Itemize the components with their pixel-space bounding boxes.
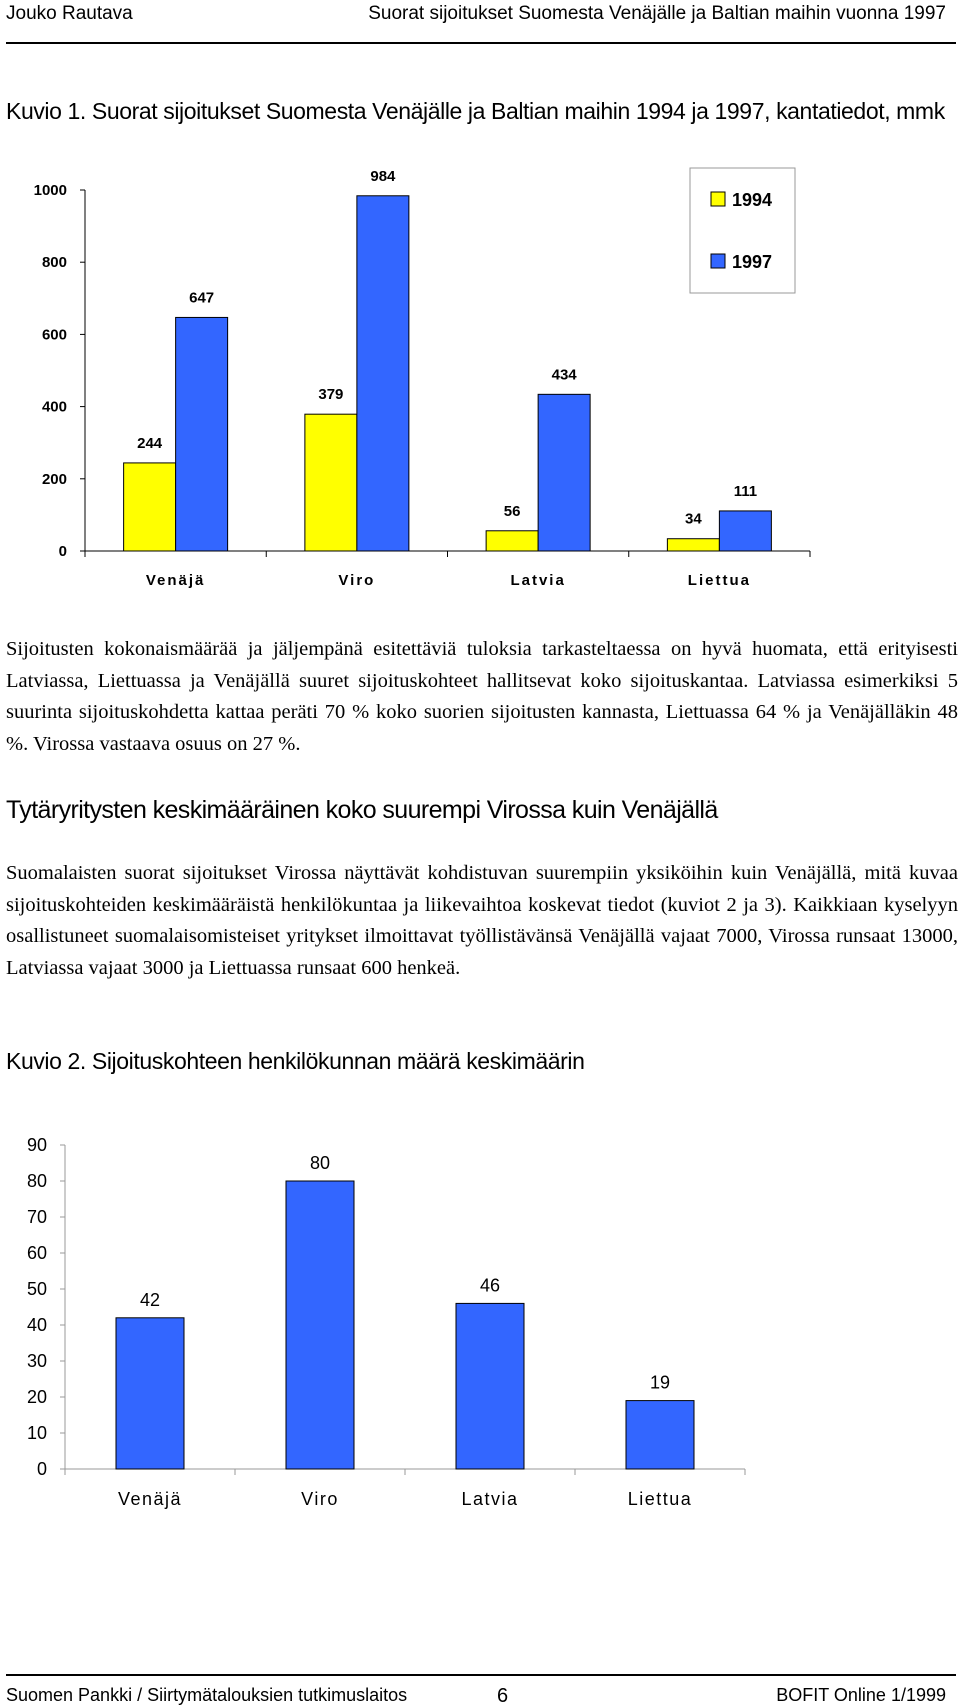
bar-1994 xyxy=(667,539,719,551)
bar-1994 xyxy=(305,414,357,551)
data-label: 244 xyxy=(137,434,163,452)
header-rule xyxy=(6,42,956,44)
footer-right: BOFIT Online 1/1999 xyxy=(776,1685,946,1705)
category-label: Viro xyxy=(301,1489,339,1509)
section-heading: Tytäryritysten keskimääräinen koko suurempi Virossa kuin Venäjällä xyxy=(6,796,718,824)
paragraph-2: Suomalaisten suorat sijoitukset Virossa näyttävät kohdistuvan suurempiin yksiköihin kuin Venäjällä, mitä kuvaa sijoituskohteiden keskimääräistä henkilökuntaa ja liikevaihtoa koskevat tiedot (kuviot 2 ja 3). Kaikkiaan kyselyyn osallistuneet suomalaisomisteiset yritykset ilmoittavat työllistävänsä Venäjällä vajaat 7000, Virossa runsaat 13000, Latviassa vajaat 3000 ja Liettuassa runsaat 600 henkeä. xyxy=(6,862,958,979)
bar xyxy=(626,1401,694,1469)
running-header-title: Suorat sijoitukset Suomesta Venäjälle ja Baltian maihin vuonna 1997 xyxy=(368,3,946,24)
footer-rule xyxy=(6,1674,956,1676)
bar-1997 xyxy=(719,511,771,551)
footer-left: Suomen Pankki / Siirtymätalouksien tutkimuslaitos xyxy=(6,1685,408,1705)
bar-1997 xyxy=(538,394,590,551)
data-label: 80 xyxy=(309,1153,331,1173)
running-header-author: Jouko Rautava xyxy=(6,3,133,24)
data-label: 42 xyxy=(139,1289,161,1310)
y-tick-label: 200 xyxy=(41,470,67,488)
figure2-chart xyxy=(0,1120,960,1520)
paragraph-1: Sijoitusten kokonaismäärää ja jäljempänä esitettäviä tuloksia tarkasteltaessa on hyvä huomata, että erityisesti Latviassa, Liettuassa ja Venäjällä suuret sijoituskohteet hallitsevat koko sijoituskantaa. Latviassa esimerkiksi 5 suurinta sijoituskohdetta kattaa peräti 70 % koko suorien sijoitusten kannasta, Liettuassa 64 % ja Venäjälläkin 48 %. Virossa vastaava osuus on 27 %. xyxy=(6,638,958,755)
y-tick-label: 800 xyxy=(41,254,67,272)
category-label: Venäjä xyxy=(145,572,206,589)
data-label: 19 xyxy=(649,1372,671,1393)
category-label: Latvia xyxy=(510,572,566,589)
figure1-chart xyxy=(0,145,960,605)
y-tick-label: 1000 xyxy=(33,182,67,199)
legend-swatch-1997 xyxy=(711,254,725,268)
data-label: 647 xyxy=(189,289,215,307)
y-tick-label: 400 xyxy=(41,398,67,416)
data-label: 34 xyxy=(685,510,702,528)
figure1-caption: Kuvio 1. Suorat sijoitukset Suomesta Venäjälle ja Baltian maihin 1994 ja 1997, kantatiedot, mmk xyxy=(6,98,945,124)
data-label: 46 xyxy=(479,1275,501,1296)
bar-1994 xyxy=(124,463,176,551)
page-number: 6 xyxy=(497,1685,509,1707)
y-tick-label: 50 xyxy=(26,1279,47,1299)
legend-label: 1994 xyxy=(732,190,773,210)
data-label: 379 xyxy=(318,386,344,404)
data-label: 56 xyxy=(503,502,521,520)
category-label: Liettua xyxy=(627,1489,693,1509)
bar-1994 xyxy=(486,531,538,551)
y-tick-label: 20 xyxy=(26,1387,47,1407)
data-label: 111 xyxy=(733,482,758,500)
y-tick-label: 600 xyxy=(41,326,67,344)
y-tick-label: 0 xyxy=(58,543,67,560)
y-tick-label: 60 xyxy=(26,1243,47,1263)
category-label: Latvia xyxy=(461,1489,519,1509)
y-tick-label: 80 xyxy=(26,1171,47,1191)
category-label: Liettua xyxy=(687,572,751,589)
data-label: 434 xyxy=(551,366,577,384)
y-tick-label: 40 xyxy=(26,1315,47,1335)
bar xyxy=(116,1318,184,1469)
bar-1997 xyxy=(176,317,228,551)
bar xyxy=(456,1303,524,1469)
bar xyxy=(286,1181,354,1469)
data-label: 984 xyxy=(370,167,396,185)
category-label: Viro xyxy=(338,572,376,589)
y-tick-label: 10 xyxy=(26,1423,47,1443)
y-tick-label: 0 xyxy=(36,1459,47,1479)
legend-box xyxy=(690,168,795,293)
legend-swatch-1994 xyxy=(711,192,725,206)
legend-label: 1997 xyxy=(732,252,773,272)
category-label: Venäjä xyxy=(117,1489,183,1509)
figure2-caption: Kuvio 2. Sijoituskohteen henkilökunnan määrä keskimäärin xyxy=(6,1048,585,1074)
y-tick-label: 90 xyxy=(26,1135,47,1155)
y-tick-label: 70 xyxy=(26,1207,47,1227)
y-tick-label: 30 xyxy=(26,1351,47,1371)
bar-1997 xyxy=(357,196,409,551)
